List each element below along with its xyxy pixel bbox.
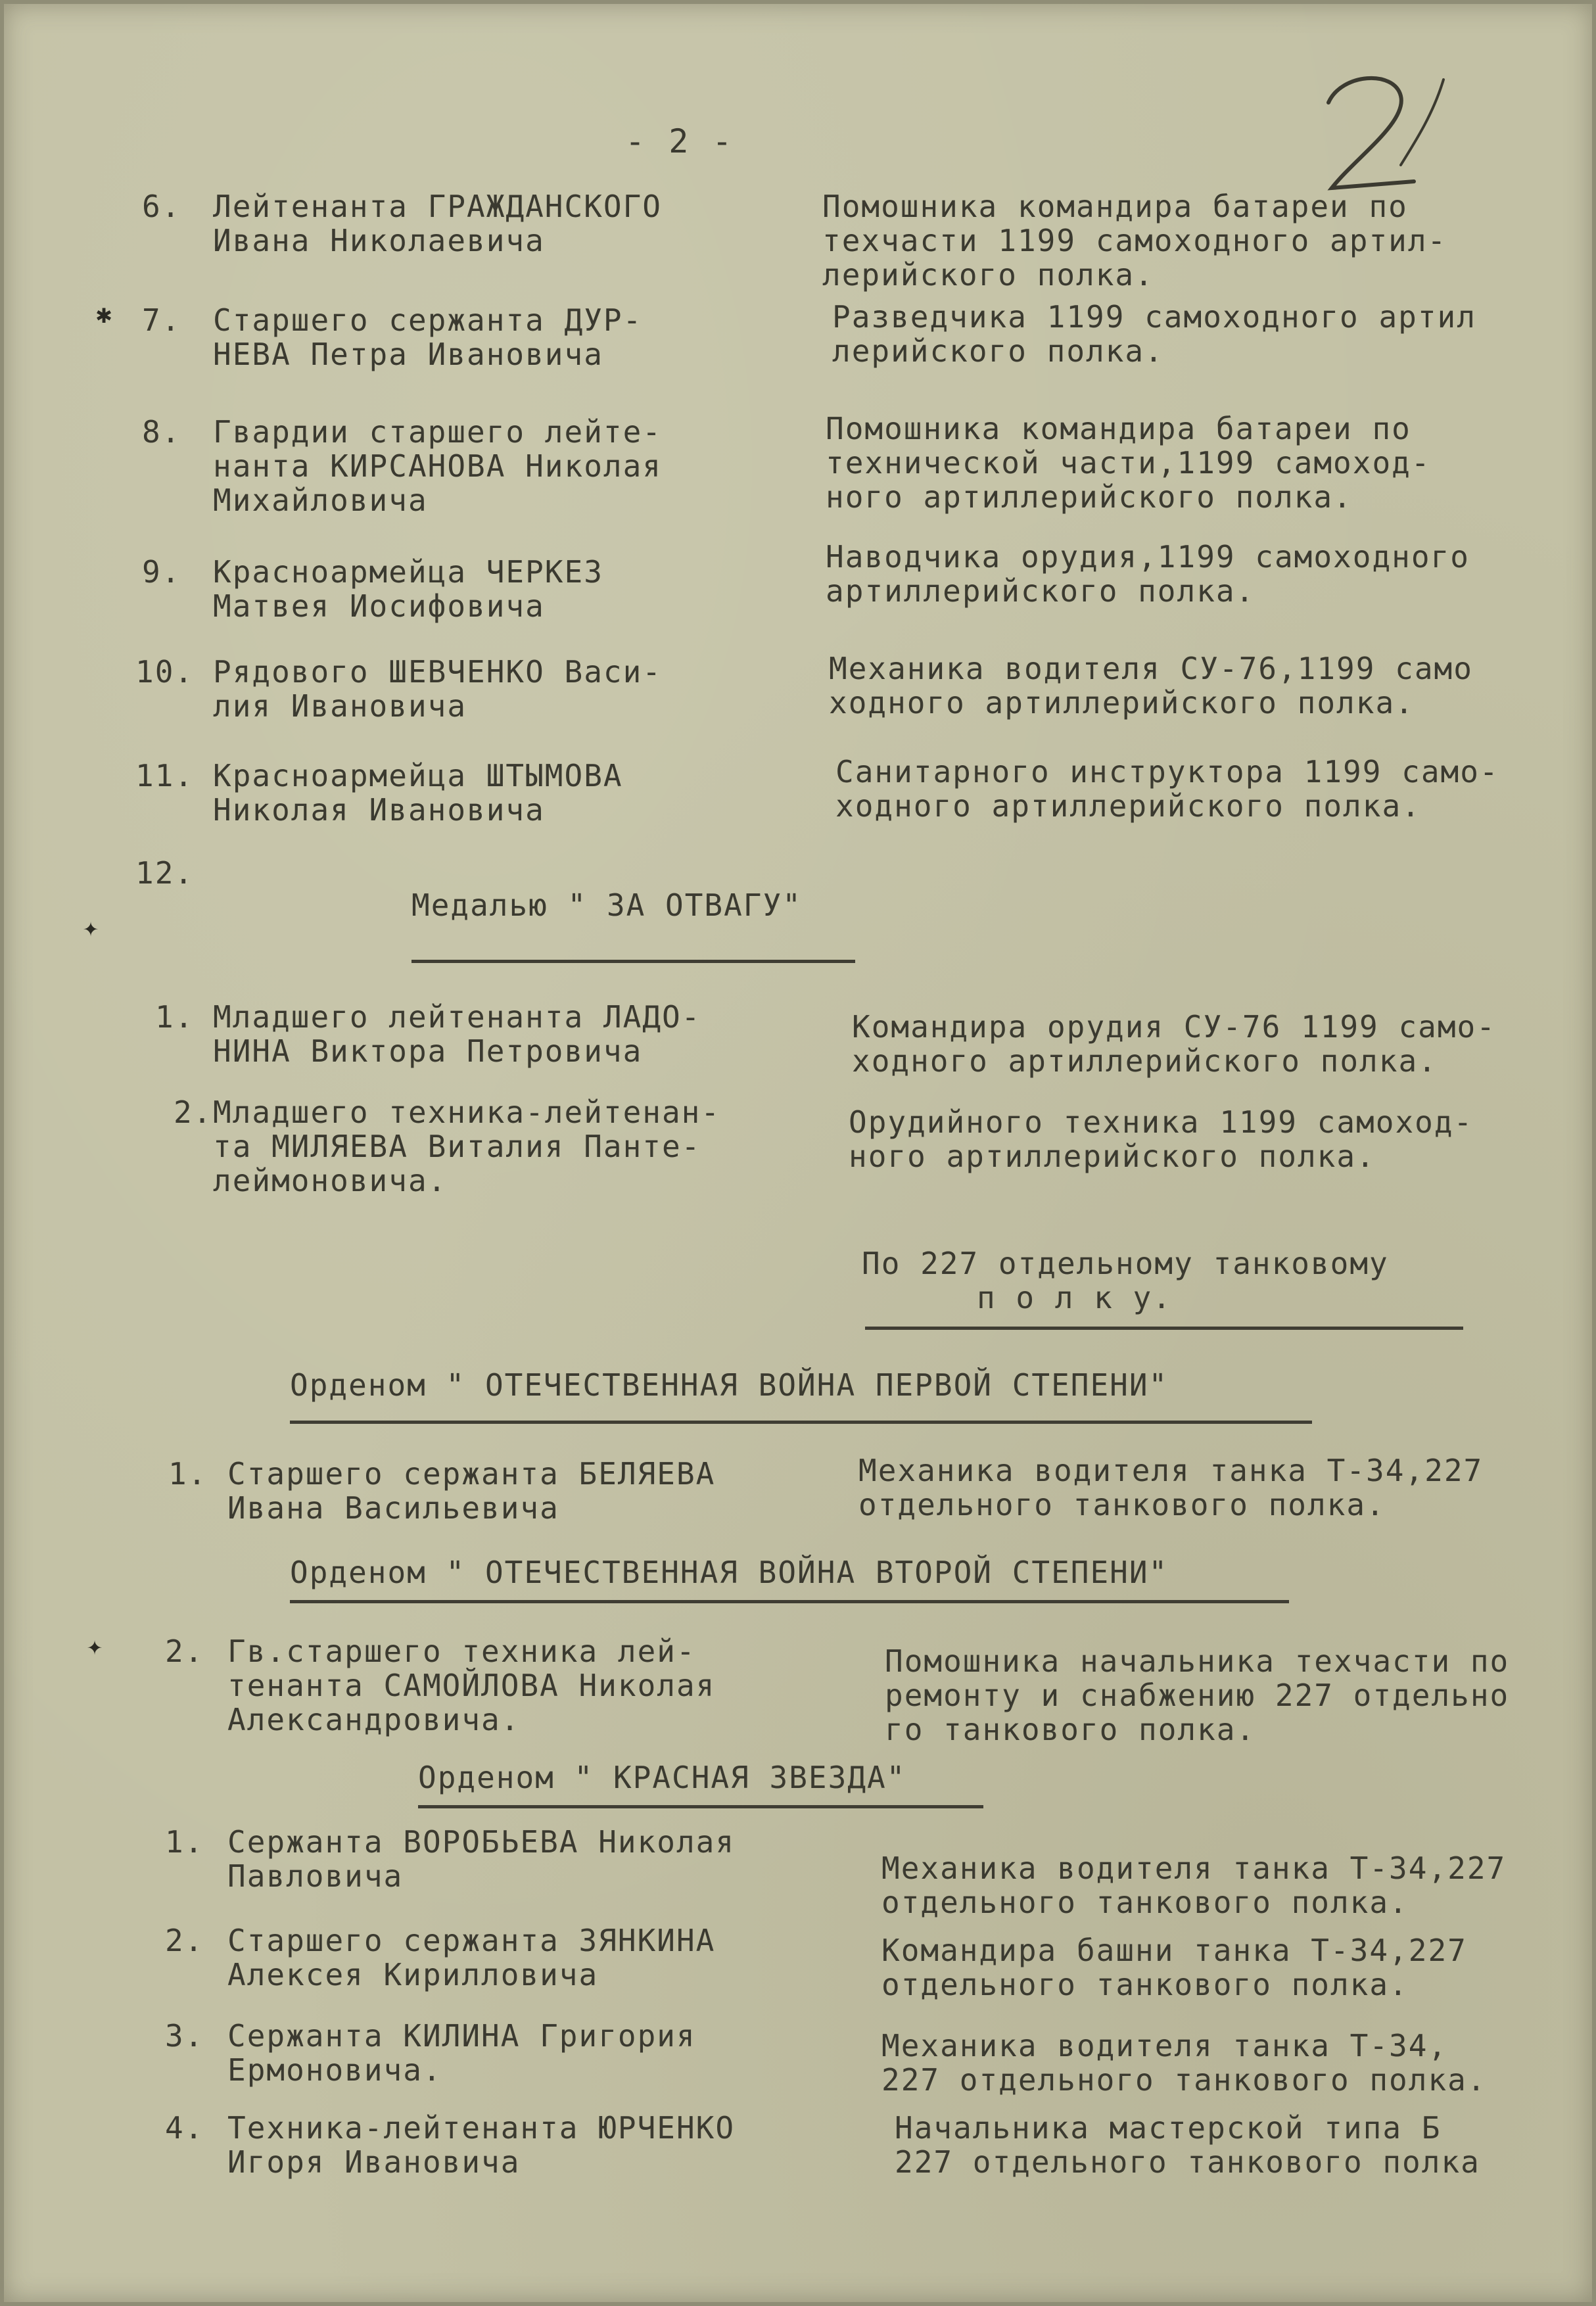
entry-position-line: ного артиллерийского полка. [849,1139,1376,1174]
entry-name-line: Младшего лейтенанта ЛАДО- [213,999,701,1035]
entry-number: 8. [142,414,181,450]
entry-name-line: Ивана Васильевича [227,1490,559,1526]
entry-name-line: Алексея Кирилловича [227,1957,599,1992]
entry-position-line: Механика водителя танка Т-34,227 [881,1850,1507,1886]
section-heading-red-star: Орденом " КРАСНАЯ ЗВЕЗДА" [418,1760,906,1795]
entry-name-line: Игоря Ивановича [227,2144,521,2180]
margin-mark: ✦ [87,1631,103,1661]
entry-name-line: Ивана Николаевича [213,223,545,258]
entry-position-line: Орудийного техника 1199 самоход- [849,1104,1474,1140]
entry-number: 1. [155,999,195,1035]
entry-name-line: Младшего техника-лейтенан- [213,1094,721,1130]
entry-name-line: Красноармейца ЧЕРКЕЗ [213,554,603,590]
heading-underline [290,1421,1312,1424]
entry-position-line: ремонту и снабжению 227 отдельно [885,1678,1510,1713]
entry-number: 11. [135,758,195,793]
entry-name-line: Михайловича [213,482,428,518]
entry-position-line: ного артиллерийского полка. [826,479,1353,515]
entry-number: 2. [165,1634,204,1669]
entry-position-line: 227 отдельного танкового полка. [881,2062,1487,2098]
entry-position-line: Механика водителя танка Т-34, [881,2028,1448,2063]
entry-name-line: Сержанта ВОРОБЬЕВА Николая [227,1824,736,1860]
entry-name-line: НИНА Виктора Петровича [213,1033,643,1069]
entry-number: 3. [165,2018,204,2054]
entry-position-line: отдельного танкового полка. [881,1885,1409,1920]
section-heading-medal: Медалью " ЗА ОТВАГУ" [411,887,802,923]
entry-position-line: Разведчика 1199 самоходного артил [832,299,1476,335]
entry-number: 1. [168,1456,208,1492]
entry-name-line: Лейтенанта ГРАЖДАНСКОГО [213,189,662,224]
entry-position-line: Наводчика орудия,1199 самоходного [826,539,1470,575]
entry-name-line: тенанта САМОЙЛОВА Николая [227,1668,716,1703]
entry-position-line: ходного артиллерийского полка. [835,788,1421,824]
entry-position-line: Начальника мастерской типа Б [895,2110,1442,2146]
entry-name-line: Сержанта КИЛИНА Григория [227,2018,696,2054]
entry-position-line: Санитарного инструктора 1199 само- [835,754,1499,789]
entry-position-line: Командира башни танка Т-34,227 [881,1933,1467,1968]
document-page [4,4,1592,2302]
margin-mark: ✱ [96,299,112,329]
entry-position-line: ходного артиллерийского полка. [852,1043,1438,1079]
entry-position-line: Помошника командира батареи по [822,189,1408,224]
entry-number: 1. [165,1824,204,1860]
heading-underline [418,1805,983,1808]
entry-name-line: Старшего сержанта ЗЯНКИНА [227,1923,716,1958]
entry-position-line: лерийского полка. [832,333,1164,369]
entry-name-line: леймоновича. [213,1163,448,1198]
regiment-heading-line: п о л к у. [977,1280,1172,1315]
entry-position-line: технической части,1199 самоход- [826,445,1431,481]
entry-position-line: артиллерийского полка. [826,573,1256,609]
entry-number: 2. [174,1094,213,1130]
entry-name-line: Павловича [227,1858,404,1894]
entry-name-line: Старшего сержанта БЕЛЯЕВА [227,1456,716,1492]
entry-number: 4. [165,2110,204,2146]
entry-name-line: нанта КИРСАНОВА Николая [213,448,662,484]
entry-name-line: Николая Ивановича [213,792,545,828]
entry-name-line: Гв.старшего техника лей- [227,1634,696,1669]
entry-name-line: та МИЛЯЕВА Виталия Панте- [213,1129,701,1164]
entry-name-line: Матвея Иосифовича [213,588,545,624]
entry-name-line: Александровича. [227,1702,521,1737]
entry-name-line: НЕВА Петра Ивановича [213,337,603,372]
page-number: - 2 - [625,122,734,160]
regiment-heading-line: По 227 отдельному танковому [862,1246,1389,1281]
entry-number: 10. [135,654,195,690]
entry-number: 7. [142,302,181,338]
entry-number: 9. [142,554,181,590]
entry-position-line: отдельного танкового полка. [858,1487,1386,1522]
entry-name-line: лия Ивановича [213,688,467,724]
entry-number: 6. [142,189,181,224]
entry-position-line: Помошника начальника техчасти по [885,1643,1510,1679]
entry-position-line: Механика водителя СУ-76,1199 само [829,651,1473,686]
entry-position-line: Помошника командира батареи по [826,411,1411,446]
entry-name-line: Красноармейца ШТЫМОВА [213,758,623,793]
section-heading-order-first-degree: Орденом " ОТЕЧЕСТВЕННАЯ ВОЙНА ПЕРВОЙ СТЕПЕНИ" [290,1367,1169,1403]
entry-name-line: Техника-лейтенанта ЮРЧЕНКО [227,2110,736,2146]
heading-underline [865,1327,1463,1330]
margin-mark: ✦ [83,912,99,943]
entry-position-line: лерийского полка. [822,257,1154,293]
entry-name-line: Старшего сержанта ДУР- [213,302,643,338]
entry-position-line: отдельного танкового полка. [881,1967,1409,2002]
entry-position-line: Командира орудия СУ-76 1199 само- [852,1009,1496,1045]
entry-name-line: Гвардии старшего лейте- [213,414,662,450]
entry-name-line: Ермоновича. [227,2052,442,2088]
entry-position-line: техчасти 1199 самоходного артил- [822,223,1447,258]
entry-position-line: Механика водителя танка Т-34,227 [858,1453,1484,1488]
entry-name-line: Рядового ШЕВЧЕНКО Васи- [213,654,662,690]
section-heading-order-second-degree: Орденом " ОТЕЧЕСТВЕННАЯ ВОЙНА ВТОРОЙ СТЕПЕНИ" [290,1555,1169,1590]
entry-position-line: ходного артиллерийского полка. [829,685,1415,720]
heading-underline [290,1600,1289,1603]
heading-underline [411,960,855,963]
entry-number: 12. [135,855,195,891]
entry-position-line: го танкового полка. [885,1712,1256,1747]
entry-number: 2. [165,1923,204,1958]
entry-position-line: 227 отдельного танкового полка [895,2144,1480,2180]
